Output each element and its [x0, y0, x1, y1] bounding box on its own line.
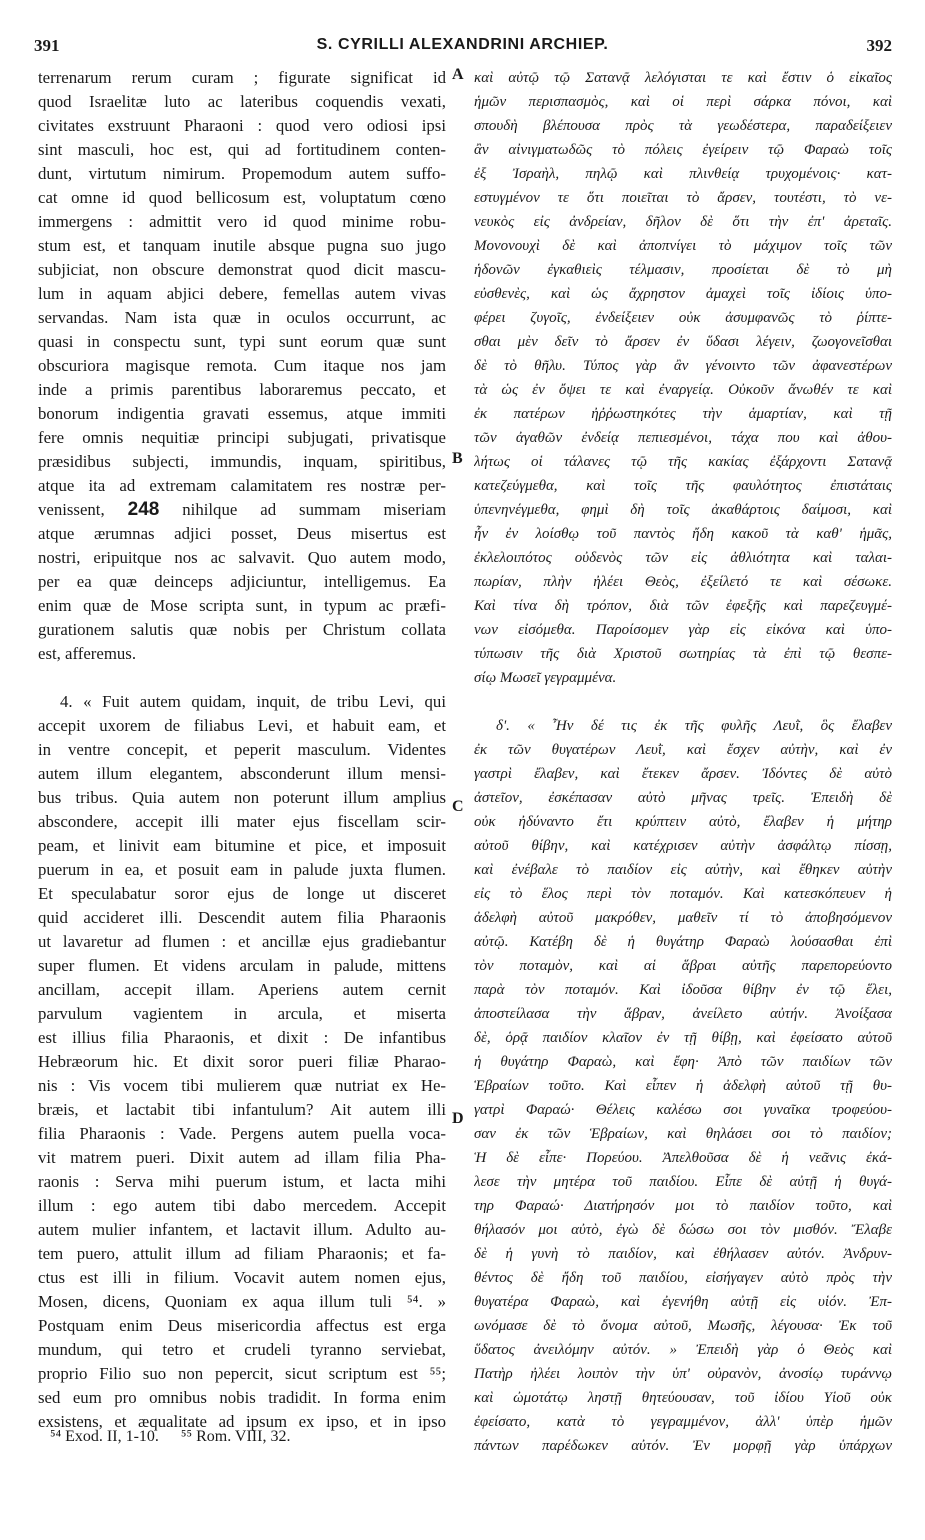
latin-line: cat omne id quod bellicosum est, voluptatum cœno [38, 188, 446, 207]
greek-line: πωρίαν, πλὴν ἠλέει Θεὸς, ἐξείλετό τε καὶ σέσωκε. [474, 574, 892, 590]
greek-line: οὐκ ἠδύναντο ἔτι κρύπτειν αὐτὸ, ἔλαβεν ἡ μήτηρ [474, 814, 892, 830]
latin-line: nostri, eripuitque nos ac salvavit. Quo autem modo, [38, 548, 446, 567]
latin-line: in ventre concepit, et peperit masculum. Videntes [38, 740, 446, 759]
greek-line: γατρὶ Φαραώ· Θέλεις καλέσω σοι γυναῖκα τροφεύου- [474, 1102, 892, 1118]
greek-line: κατεζεύγμεθα, καὶ τοῖς τῆς φαυλότητος ἐπιστάταις [474, 478, 892, 494]
greek-line: ὕδατος ἀνειλόμην αὐτόν. » Ἐπειδὴ γὰρ ὁ Θεὸς καὶ [474, 1342, 892, 1358]
greek-line: Καὶ τίνα δὴ τρόπον, διὰ τῶν ἐφεξῆς καὶ παρεζευγμέ- [474, 598, 892, 614]
latin-line: dunt, virtutum nimirum. Propemodum autem suffo- [38, 164, 446, 183]
latin-line: gurationem salutis quæ nobis per Christum collata [38, 620, 446, 639]
greek-line: νευκὸς εἰς ἀνδρείαν, δῆλον δὲ ὅτι τὴν ἐπ' ἀρεταῖς. [474, 214, 892, 230]
latin-line: immergens : admittit vero id quod minime robu- [38, 212, 446, 231]
latin-line: puerum in ea, et posuit eam in palude juxta flumen. [38, 860, 446, 879]
latin-line: accepit uxorem de filiabus Levi, et habuit eam, et [38, 716, 446, 735]
latin-line: ctus est illi in filium. Vocavit autem nomen ejus, [38, 1268, 446, 1287]
greek-line: εἰς τὸ ἕλος περὶ τὸν ποταμόν. Καὶ κατεσκόπευεν ἡ [474, 886, 892, 902]
latin-line: lum in aquam abjici debere, femellas autem vivas [38, 284, 446, 303]
greek-line: καὶ ἐνέβαλε τὸ παιδίον εἰς αὐτὴν, καὶ ἔθηκεν αὐτὴν [474, 862, 892, 878]
greek-line: ἐκ τῶν θυγατέρων Λευῒ, καὶ ἔσχεν αὐτὴν, καὶ ἐν [474, 742, 892, 758]
latin-text: nihilque ad summam miseriam [159, 500, 446, 519]
latin-line: bræis, et lactabit tibi infantulum? Ait autem illi [38, 1100, 446, 1119]
latin-line: exsistens, et æqualitate ad ipsum ex ipso, et in ipso [38, 1412, 446, 1431]
latin-line: 4. « Fuit autem quidam, inquit, de tribu Levi, qui [60, 692, 446, 711]
paragraph-gap [38, 666, 446, 690]
greek-line: δὲ τὸ θῆλυ. Τύπος γὰρ ἂν γένοιντο τῶν ἀφανεστέρων [474, 358, 892, 374]
latin-line: atque ita ad extremam calamitatem res nostræ per- [38, 476, 446, 495]
latin-line: ut lavaretur ad flumen : et ancillæ ejus gradiebantur [38, 932, 446, 951]
latin-line: est, afferemus. [38, 644, 137, 663]
latin-line: enim quæ de Mose scripta sunt, in typum ac præfi- [38, 596, 446, 615]
latin-line: terrenarum rerum curam ; figurate significat id [38, 68, 446, 87]
greek-line: Ἡ δὲ εἶπε· Πορεύου. Ἀπελθοῦσα δὲ ἡ νεᾶνις ἐκά- [474, 1150, 892, 1166]
greek-line: Μονονουχὶ δὲ καὶ ἀποπνίγει τὸ μάχιμον τοῖς τῶν [474, 238, 892, 254]
greek-line: ἐκ πατέρων ἠῤῥωστηκότες τὴν ἁμαρτίαν, καὶ τῇ [474, 406, 892, 422]
greek-line: σπουδὴ βλέπουσα πρὸς τὰ γεωδέστερα, παραδείξειεν [474, 118, 892, 134]
latin-line: tem puero, attulit illum ad filiam Pharaonis; et fa- [38, 1244, 446, 1263]
latin-line: fere omnis nequitiæ principi subjugati, privatisque [38, 428, 446, 447]
latin-text: venissent, [38, 500, 128, 519]
greek-line: σίῳ Μωσεῖ γεγραμμένα. [474, 670, 617, 686]
greek-line: ἀποστείλασα τὴν ἅβραν, ἀνείλετο αὐτήν. Ἀνοίξασα [474, 1006, 892, 1022]
greek-line: εστυγμένον τε ὅτι ποιεῖται τὸ ἄρσεν, τουτέστι, τὸ νε- [474, 190, 892, 206]
greek-line: τηρ Φαραώ· Διατήρησόν μοι τὸ παιδίον τοῦτο, καὶ [474, 1198, 892, 1214]
greek-line: σθαι μὲν δεῖν τὸ ἄρσεν ἐν ὕδασι λέγειν, ζωογονεῖσθαι [474, 334, 892, 350]
latin-line: quid accideret illi. Descendit autem filia Pharaonis [38, 908, 446, 927]
greek-line: καὶ αὐτῷ τῷ Σατανᾷ λελόγισται τε καὶ ἔστιν ὁ εἰκαῖος [474, 70, 892, 86]
greek-line: ἀδελφὴ αὐτοῦ μακρόθεν, μαθεῖν τί τὸ ἀποβησόμενον [474, 910, 892, 926]
page-number-right: 392 [866, 36, 892, 55]
greek-line: παρὰ τὸν ποταμόν. Καὶ ἰδοῦσα θίβην ἐν τῷ ἕλει, [474, 982, 892, 998]
column-number-248: 248 [127, 499, 160, 520]
greek-line: λεσε τὴν μητέρα τοῦ παιδίου. Εἶπε δὲ αὐτῇ ἡ θυγά- [474, 1174, 892, 1190]
running-title: S. CYRILLI ALEXANDRINI ARCHIEP. [316, 36, 609, 53]
greek-line: δὲ, ὁρᾷ παιδίον κλαῖον ἐν τῇ θίβῃ, καὶ ἐφείσατο αὐτοῦ [474, 1030, 892, 1046]
latin-line: illum : ego autem tibi dabo mercedem. Accepit [38, 1196, 446, 1215]
greek-line: τῶν ἀγαθῶν ἐνδείᾳ πεπιεσμένοι, τάχα που καὶ ἀθου- [474, 430, 892, 446]
latin-line: est illius filia Pharaonis, et dixit : De infantibus [38, 1028, 446, 1047]
greek-line: ὑπενηνέγμεθα, φημὶ δὴ τοῖς ἀκαθάρτοις δαίμοσι, καὶ [474, 502, 892, 518]
greek-line: αὐτῷ. Κατέβη δὲ ἡ θυγάτηρ Φαραὼ λούσασθαι ἐπὶ [474, 934, 892, 950]
latin-line: autem mulier infantem, et lactavit illum. Adulto au- [38, 1220, 446, 1239]
latin-line: sed eum pro omnibus nobis tradidit. In forma enim [38, 1388, 446, 1407]
footnote-55: ⁵⁵ Rom. VIII, 32. [180, 1428, 291, 1445]
greek-line: δ'. « Ἦν δέ τις ἐκ τῆς φυλῆς Λευῒ, ὃς ἔλαβεν [496, 718, 892, 734]
greek-line: σαν ἐκ τῶν Ἑβραίων, καὶ θηλάσει σοι τὸ παιδίον; [474, 1126, 892, 1142]
latin-line: autem illum elegantem, absconderunt illum mensi- [38, 764, 446, 783]
greek-line: θήλασόν μοι αὐτὸ, ἐγὼ δὲ δώσω σοι τὸν μισθόν. Ἔλαβε [474, 1222, 892, 1238]
latin-line: peam, et linivit eam bitumine et pice, et imposuit [38, 836, 446, 855]
latin-line: per ea quæ deinceps adjiciuntur, intelligemus. Ea [38, 572, 446, 591]
latin-line: nis : Vis vocem tibi mulierem quæ nutriat ex He- [38, 1076, 446, 1095]
greek-line: δὲ ἡ γυνὴ τὸ παιδίον, καὶ ἐθήλασεν αὐτόν. Ἀνδρυν- [474, 1246, 892, 1262]
greek-line: τὸν ποταμὸν, καὶ αἱ ἅβραι αὐτῆς παρεπορεύοντο [474, 958, 892, 974]
page-header [0, 0, 925, 62]
greek-line: φέρει ζυγοῖς, ἐνδείξειεν οὐκ ἀσυμφανῶς τὸ ῥίπτε- [474, 310, 892, 326]
latin-line: Et speculabatur soror ejus de longe ut disceret [38, 884, 446, 903]
latin-line: super flumen. Et videns arculam in palude, mittens [38, 956, 446, 975]
greek-line: νων εἰσόμεθα. Παροίσομεν γὰρ εἰς εἰκόνα καὶ ὑπο- [474, 622, 892, 638]
latin-line: stum est, et tanquam inutile absque pugna suo jugo [38, 236, 446, 255]
greek-line: ἡ θυγάτηρ Φαραὼ, καὶ ἔφη· Ἀπὸ τῶν παιδίων τῶν [474, 1054, 892, 1070]
margin-letter-a: A [452, 66, 464, 83]
latin-line: quod Israelitæ luto ac lateribus coquendis vexati, [38, 92, 446, 111]
margin-letter-c: C [452, 798, 464, 815]
greek-line: πάντων παρέδωκεν αὐτόν. Ἐν μορφῇ γὰρ ὑπάρχων [474, 1438, 892, 1454]
margin-letter-d: D [452, 1110, 464, 1127]
latin-line: civitates exstruunt Pharaoni : quod vero odiosi ipsi [38, 116, 446, 135]
greek-line: καὶ ὠμοτάτῳ ληστῇ θητεύουσαν, τοῦ ἰδίου Υἱοῦ οὐκ [474, 1390, 892, 1406]
latin-line: bus tribus. Quia autem non poterunt illum amplius [38, 788, 446, 807]
greek-line: λήτως οἱ τάλανες τῷ τῆς κακίας ἐξάρχοντι Σατανᾷ [474, 454, 892, 470]
greek-line: θέντος δὲ ἤδη τοῦ παιδίου, εἰσήγαγεν αὐτὸ πρὸς τὴν [474, 1270, 892, 1286]
latin-line: filia Pharaonis : Vade. Pergens autem puella voca- [38, 1124, 446, 1143]
greek-line: ωνόμασε δὲ τὸ ὄνομα αὐτοῦ, Μωσῆς, λέγουσα· Ἐκ τοῦ [474, 1318, 892, 1334]
greek-line: γαστρὶ ἔλαβεν, καὶ ἔτεκεν ἄρσεν. Ἰδόντες δὲ αὐτὸ [474, 766, 892, 782]
latin-column [38, 66, 446, 1434]
greek-line: τύπωσιν τῆς διὰ Χριστοῦ σωτηρίας τὰ ἐπὶ τῷ θεσπε- [474, 646, 892, 662]
latin-line: inde a primis parentibus laboraremus peccato, et [38, 380, 446, 399]
latin-line: Mosen, dicens, Quoniam ex aqua illum tuli ⁵⁴. » [38, 1292, 446, 1311]
latin-line: Hebræorum hic. Et dixit soror pueri filiæ Pharao- [38, 1052, 446, 1071]
paragraph-gap [474, 690, 892, 714]
latin-line: præsidibus subjecti, immundis, inquam, spiritibus, [38, 452, 446, 471]
margin-letter-b: B [452, 450, 463, 467]
latin-line: subjiciat, non obscure demonstrat quod dicit mascu- [38, 260, 446, 279]
latin-line: proprio Filio suo non pepercit, sicut scriptum est ⁵⁵; [38, 1364, 446, 1383]
latin-line: abscondere, accepit illi mater ejus fiscellam scir- [38, 812, 446, 831]
latin-line: atque ærumnas adjici posset, Deus misertus est [38, 524, 446, 543]
greek-line: εὐσθενὲς, καὶ ὡς ἄχρηστον ἀμαχεὶ τοῖς ἰδίοις ὑπο- [474, 286, 892, 302]
greek-line: θυγατέρα Φαραὼ, καὶ ἐγενήθη αὐτῇ εἰς υἱόν. Ἐπ- [474, 1294, 892, 1310]
latin-line: mundum, qui tetro et crudeli tyranno serviebat, [38, 1340, 446, 1359]
greek-line: αὐτοῦ θίβην, καὶ κατέχρισεν αὐτὴν ἀσφάλτῳ πίσσῃ, [474, 838, 892, 854]
greek-line: ἐφείσατο, κατὰ τὸ γεγραμμένον, ἀλλ' ὑπὲρ ἡμῶν [474, 1414, 892, 1430]
footnotes [50, 1428, 308, 1446]
latin-line: bonorum indigentia gravati essemus, atque immiti [38, 404, 446, 423]
greek-line: ἡμῶν περισπασμὸς, καὶ οἱ περὶ σάρκα πόνοι, καὶ [474, 94, 892, 110]
greek-line: Πατὴρ ἠλέει λοιπὸν τὴν ὑπ' οὐρανὸν, ἀνοσίῳ τυράννῳ [474, 1366, 892, 1382]
latin-line: raonis : Serva mihi puerum istum, et lacta mihi [38, 1172, 446, 1191]
latin-line: vit matrem pueri. Dixit autem ad illam filia Pha- [38, 1148, 446, 1167]
latin-line: ancillam, accepit illam. Aperiens autem cernit [38, 980, 446, 999]
latin-line: sint masculi, hoc est, qui ad fortitudinem conten- [38, 140, 446, 159]
greek-line: ἐξ Ἰσραὴλ, πηλῷ καὶ πλινθείᾳ τρυχομένοις· κατ- [474, 166, 892, 182]
latin-line: obscuriora magisque remota. Cum itaque nos jam [38, 356, 446, 375]
greek-line: ἡδονῶν ἐγκαθιεὶς τέλμασιν, προσίεται δὲ τὸ μὴ [474, 262, 892, 278]
latin-line: quasi in conspectu sunt, typi sunt eorum quæ sunt [38, 332, 446, 351]
page-number-left: 391 [34, 36, 60, 55]
greek-line: ἀστεῖον, ἐσκέπασαν αὐτὸ μῆνας τρεῖς. Ἐπειδὴ δὲ [474, 790, 892, 806]
latin-line: Postquam enim Deus misericordia affectus est erga [38, 1316, 446, 1335]
greek-column [474, 66, 892, 1458]
greek-line: Ἑβραίων τοῦτο. Καὶ εἶπεν ἡ ἀδελφὴ αὐτοῦ τῇ θυ- [474, 1078, 892, 1094]
latin-line: servandas. Nam ista quæ in oculos occurrunt, ac [38, 308, 446, 327]
greek-line: ἐκλελοιπότος οὐδενὸς τῶν εἰς ἀθλιότητα καὶ ταλαι- [474, 550, 892, 566]
greek-line: τὰ ὡς ἐν ὄψει τε καὶ ἐναργείᾳ. Οὐκοῦν ἄνωθέν τε καὶ [474, 382, 892, 398]
greek-line: ἦν ἐν λοίσθῳ τοῦ παντὸς ἤδη κακοῦ τὰ καθ' ἡμᾶς, [474, 526, 892, 542]
footnote-54: ⁵⁴ Exod. II, 1-10. [50, 1428, 159, 1445]
latin-line-248 [38, 498, 446, 522]
greek-line: ἂν αἰνιγματωδῶς τὸ πόλεις ἐγείρειν τῷ Φαραὼ τοῖς [474, 142, 892, 158]
latin-line: parvulum vagientem in arcula, et miserta [38, 1004, 446, 1023]
